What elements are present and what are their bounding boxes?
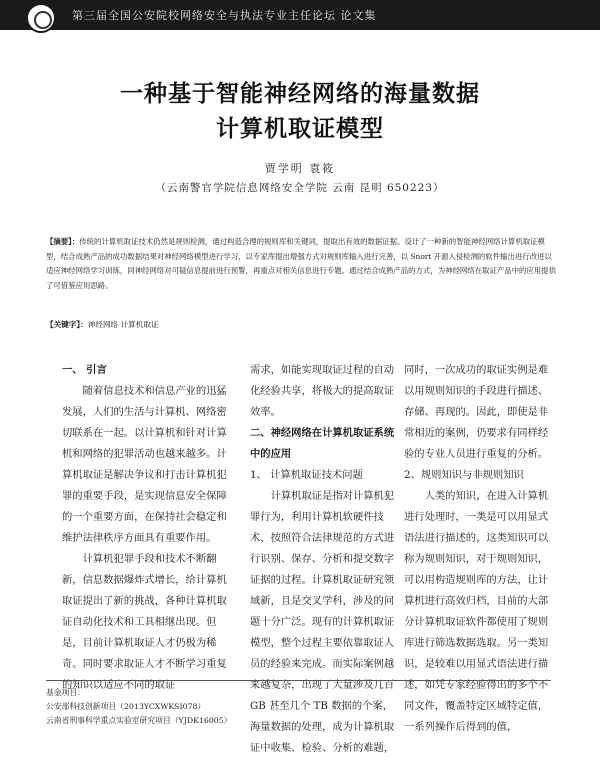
abstract <box>46 235 556 293</box>
column-3 <box>404 360 554 738</box>
paragraph: 人类的知识，在进入计算机进行处理时，一类是可以用显式语法进行描述的，这类知识可以称为规则知识，对于规则知识，可以用构造规则库的方法，让计算机进行高效归档，目前的大部分计算机取证软件都使用了规则库进行筛选数据选取。另一类知识，是较难以用显式语法进行描述，如凭专家经验得出的多个不同文件，覆盖特定区域特定值，一系列操作后得到的值， <box>404 490 549 733</box>
section-heading-introduction: 一、 引言 <box>62 364 107 376</box>
funding-footnote <box>46 686 232 728</box>
paragraph: 计算机犯罪手段和技术不断翻新，信息数据爆炸式增长，给计算机取证提出了新的挑战，各种计算机取证自动化技术和工具相继出现。但是，目前计算机取证人才仍极为稀奇。同时要求取证人才不断学习重复的知识以适应不同的取证 <box>62 553 227 691</box>
column-1 <box>62 360 234 696</box>
abstract-text: 传统的计算机取证技术仍然是规则检测，通过构造合理的规则库和关键词，提取出有效的数据证据。设计了一种新的智能神经网络计算机取证模型，结合成熟产品的成功数据结果对神经网络模型进行学习，以专家库提出增强方式对规则库输入进行完善，以 Snort 开源入侵检测的软件输出进行改进以适应神经网络学习训练，同神经网络对可疑信息提前进行预警，再重点对相关信息进行专题。通过结合成熟产品的方式，为神经网络在取证产品中的应用提供了可借鉴应用思路。 <box>46 237 556 290</box>
section-heading-neural-network-application: 二、神经网络在计算机取证系统中的应用 <box>250 427 395 460</box>
abstract-label: 【摘要】： <box>46 237 80 246</box>
footnote-line: 公安部科技创新项目（2013YCXWKSI078） <box>46 702 206 711</box>
keywords-text: 神经网络 计算机取证 <box>87 320 159 329</box>
keywords <box>46 319 159 330</box>
subsection-heading: 2、规则知识与非规则知识 <box>404 469 524 481</box>
affiliation: （云南警官学院信息网络安全学院 云南 昆明 650223） <box>155 182 445 194</box>
footnote-divider <box>46 680 551 681</box>
paragraph: 同时，一次成功的取证实例是难以用规则知识的手段进行描述、存储、再现的。因此，即使是非常相近的案例，仍要求有同样经验的专业人员进行重复的分析。 <box>404 364 549 460</box>
footnote-label: 基金项目： <box>46 688 85 697</box>
paragraph: 随着信息技术和信息产业的迅猛发展，人们的生活与计算机、网络密切联系在一起。以计算机和针对计算机和网络的犯罪活动也越来越多。计算机取证是解决争议和打击计算机犯罪的重要手段，是实现信息安全保障的一个重要方面，在保持社会稳定和维护法律秩序方面具有重要作用。 <box>62 385 227 544</box>
footnote-line: 云南省刑事科学重点实验室研究项目（YJDK16005） <box>46 716 232 725</box>
subsection-heading: 1、 计算机取证技术问题 <box>250 469 363 481</box>
paragraph: 需求，如能实现取证过程的自动化经验共享，将极大的提高取证效率。 <box>250 364 395 418</box>
authors: 贾学明 袁筱 <box>264 162 336 175</box>
keywords-label: 【关键字】： <box>46 320 88 329</box>
paper-title-line-2: 计算机取证模型 <box>216 116 384 142</box>
column-2 <box>250 360 400 759</box>
paper-title-line-1: 一种基于智能神经网络的海量数据 <box>120 81 480 107</box>
proceedings-header-band <box>0 0 600 30</box>
conference-logo-icon <box>26 3 56 33</box>
paragraph: 计算机取证是指对计算机犯罪行为，利用计算机软硬件技术，按照符合法律规范的方式进行识别、保存、分析和提交数字证据的过程。计算机取证研究领域新，且是交叉学科，涉及的问题十分广泛。现有的计算机取证模型，整个过程主要依靠取证人员的经验来完成。而实际案例越来越复杂，出现了大量涉及几百 GB 甚至几个 TB 数据的个案，海量数据的处理，成为计算机取证中收集、检验、分析的难题， <box>250 490 395 754</box>
proceedings-header-text: 第三届全国公安院校网络安全与执法专业主任论坛 论文集 <box>72 9 377 22</box>
